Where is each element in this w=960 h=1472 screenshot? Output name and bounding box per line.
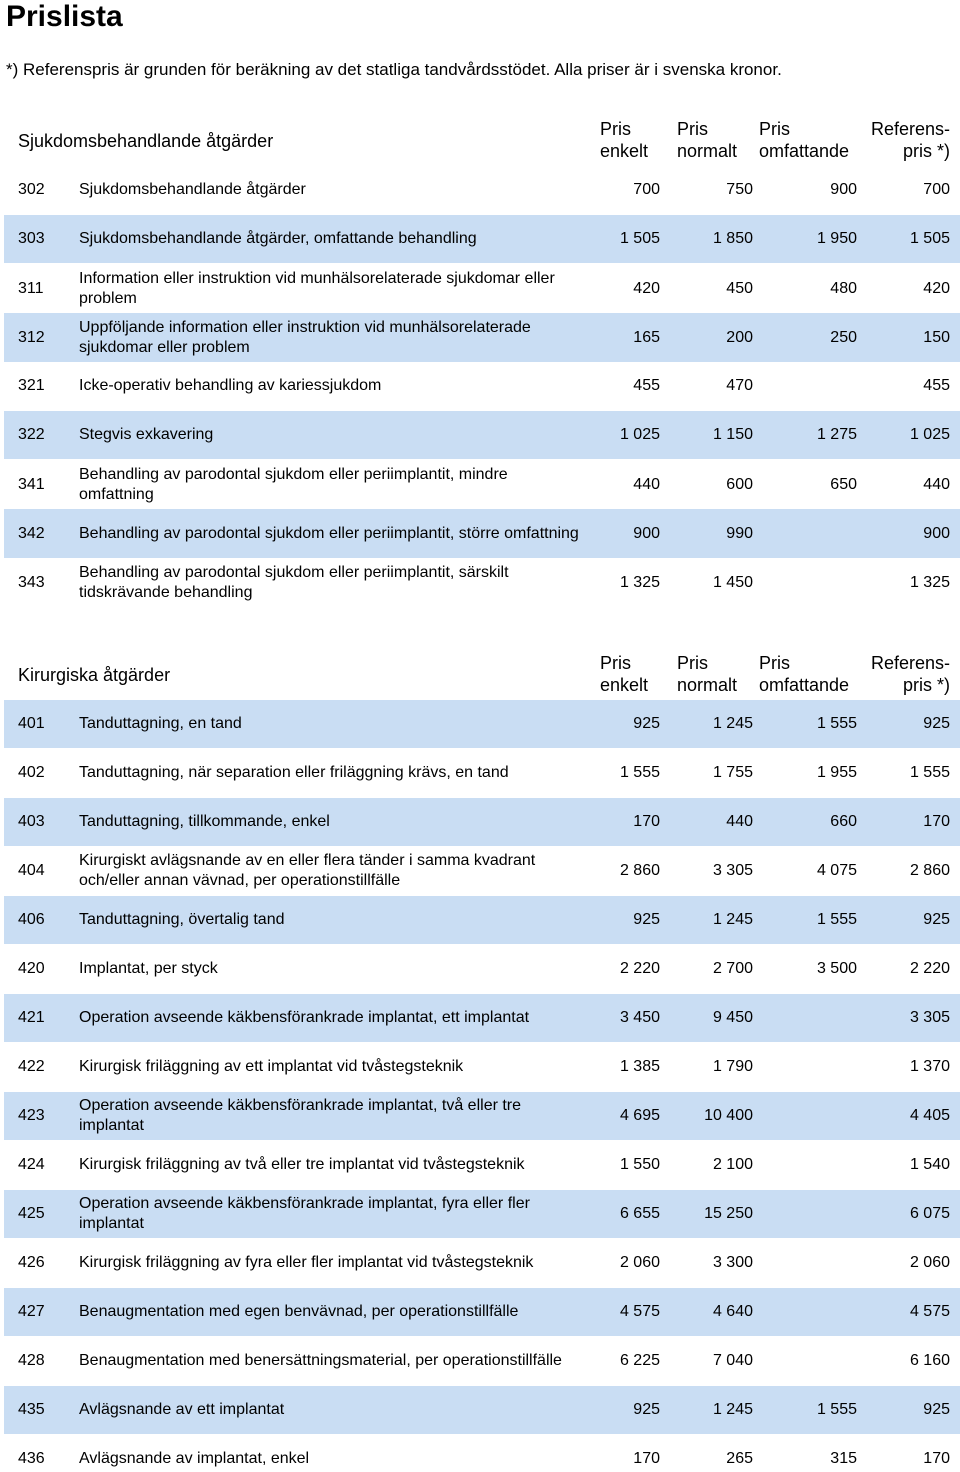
price-normalt: 450: [726, 279, 753, 297]
price-enkelt: 165: [633, 328, 660, 346]
price-omfattande: 1 555: [816, 715, 857, 732]
row-description: Kirurgisk friläggning av ett implantat vid tvåstegsteknik: [79, 1058, 464, 1075]
price-referens: 2 220: [909, 960, 950, 977]
row-code: 427: [18, 1303, 45, 1320]
price-enkelt: 1 550: [619, 1156, 660, 1173]
price-enkelt: 170: [633, 813, 660, 830]
price-referens: 420: [923, 279, 950, 297]
row-code: 321: [18, 377, 45, 394]
table-row: [4, 1288, 960, 1337]
price-normalt: 1 755: [712, 764, 753, 781]
price-referens: 925: [923, 715, 950, 732]
price-normalt: 15 250: [704, 1205, 753, 1222]
price-normalt: 7 040: [712, 1352, 753, 1369]
section-title: Kirurgiska åtgärder: [18, 665, 171, 685]
price-referens: 700: [923, 181, 950, 198]
table-row: [4, 1435, 960, 1472]
column-header-pris-enkelt: Pris enkelt: [600, 119, 649, 161]
price-referens: 1 025: [909, 426, 950, 443]
price-omfattande: 315: [830, 1450, 857, 1467]
row-code: 435: [18, 1401, 45, 1418]
price-normalt: 265: [726, 1450, 753, 1467]
table-row: [4, 166, 960, 215]
price-enkelt: 1 385: [619, 1058, 660, 1075]
price-enkelt: 925: [633, 715, 660, 732]
price-referens: 1 370: [909, 1058, 950, 1075]
table-row: [4, 1190, 960, 1239]
price-omfattande: 900: [830, 181, 857, 198]
row-code: 343: [18, 573, 45, 591]
price-enkelt: 4 695: [619, 1107, 660, 1124]
row-description: Tanduttagning, en tand: [79, 715, 242, 732]
column-header-pris-omfattande: Pris omfattande: [759, 119, 850, 161]
price-omfattande: 1 555: [816, 1401, 857, 1418]
price-normalt: 3 300: [712, 1254, 753, 1271]
price-omfattande: 4 075: [816, 862, 857, 879]
row-code: 425: [18, 1205, 45, 1222]
column-header-pris-omfattande: Pris omfattande: [759, 653, 850, 695]
price-enkelt: 2 860: [619, 862, 660, 879]
section-sjukdomsbehandlande: [0, 110, 960, 607]
reference-price-note: *) Referenspris är grunden för beräkning av det statliga tandvårdsstödet. Alla priser är i svenska kronor.: [6, 60, 782, 79]
row-code: 404: [18, 862, 45, 879]
price-normalt: 4 640: [712, 1303, 753, 1320]
row-code: 303: [18, 230, 45, 247]
table-row: [4, 1239, 960, 1288]
price-omfattande: 250: [830, 328, 857, 346]
row-code: 322: [18, 426, 45, 443]
row-code: 341: [18, 475, 45, 493]
row-description: Operation avseende käkbensförankrade implantat, fyra eller fler implantat: [79, 1195, 530, 1232]
column-header-pris-normalt: Pris normalt: [677, 653, 738, 695]
price-referens: 455: [923, 377, 950, 394]
price-enkelt: 1 505: [619, 230, 660, 247]
page-title: Prislista: [6, 0, 123, 33]
table-row: [4, 215, 960, 264]
table-row: [4, 362, 960, 411]
price-referens: 925: [923, 911, 950, 928]
table-row: [4, 1386, 960, 1435]
row-code: 342: [18, 524, 45, 542]
table-row: [4, 1141, 960, 1190]
table-row: [4, 945, 960, 994]
price-normalt: 1 450: [712, 573, 753, 591]
row-description: Operation avseende käkbensförankrade implantat, två eller tre implantat: [79, 1097, 522, 1134]
section-title: Sjukdomsbehandlande åtgärder: [18, 131, 274, 151]
row-description: Benaugmentation med egen benvävnad, per operationstillfälle: [79, 1303, 519, 1320]
table-row: [4, 1092, 960, 1141]
row-description: Uppföljande information eller instruktion vid munhälsorelaterade sjukdomar eller problem: [79, 318, 531, 356]
row-description: Information eller instruktion vid munhälsorelaterade sjukdomar eller problem: [79, 269, 555, 307]
row-description: Tanduttagning, övertalig tand: [79, 911, 285, 928]
row-code: 311: [18, 279, 44, 297]
row-description: Avlägsnande av ett implantat: [79, 1401, 285, 1418]
column-header-referenspris: Referens- pris *): [870, 119, 950, 161]
price-omfattande: 3 500: [816, 960, 857, 977]
row-code: 424: [18, 1156, 45, 1173]
price-enkelt: 170: [633, 1450, 660, 1467]
price-enkelt: 3 450: [619, 1009, 660, 1026]
price-enkelt: 455: [633, 377, 660, 394]
row-code: 421: [18, 1009, 45, 1026]
price-enkelt: 2 220: [619, 960, 660, 977]
kirurgiska-rows: [0, 700, 960, 1472]
price-normalt: 750: [726, 181, 753, 198]
price-referens: 6 075: [909, 1205, 950, 1222]
price-referens: 1 555: [909, 764, 950, 781]
price-referens: 1 505: [909, 230, 950, 247]
row-code: 436: [18, 1450, 45, 1467]
price-omfattande: 480: [830, 279, 857, 297]
row-description: Kirurgisk friläggning av två eller tre implantat vid tvåstegsteknik: [79, 1156, 525, 1173]
row-code: 403: [18, 813, 45, 830]
table-row: [4, 798, 960, 847]
row-description: Behandling av parodontal sjukdom eller periimplantit, särskilt tidskrävande behandling: [79, 563, 509, 601]
price-referens: 170: [923, 813, 950, 830]
column-header-referenspris: Referens- pris *): [870, 653, 950, 695]
price-enkelt: 6 225: [619, 1352, 660, 1369]
price-referens: 2 860: [909, 862, 950, 879]
price-normalt: 10 400: [704, 1107, 753, 1124]
table-row: [4, 1337, 960, 1386]
row-description: Sjukdomsbehandlande åtgärder, omfattande behandling: [79, 230, 477, 247]
table-row: [4, 994, 960, 1043]
price-enkelt: 925: [633, 1401, 660, 1418]
price-referens: 150: [923, 328, 950, 346]
row-code: 312: [18, 328, 45, 346]
price-referens: 1 540: [909, 1156, 950, 1173]
price-referens: 4 575: [909, 1303, 950, 1320]
row-code: 406: [18, 911, 45, 928]
table-row: [4, 749, 960, 798]
row-description: Avlägsnande av implantat, enkel: [79, 1450, 310, 1467]
price-referens: 3 305: [909, 1009, 950, 1026]
price-referens: 2 060: [909, 1254, 950, 1271]
price-omfattande: 650: [830, 475, 857, 493]
row-code: 428: [18, 1352, 45, 1369]
row-code: 423: [18, 1107, 45, 1124]
table-row: [4, 411, 960, 460]
price-enkelt: 4 575: [619, 1303, 660, 1320]
table-row: [4, 264, 960, 313]
table-row: [4, 558, 960, 607]
price-normalt: 3 305: [712, 862, 753, 879]
column-header-pris-normalt: Pris normalt: [677, 119, 738, 161]
price-normalt: 200: [726, 328, 753, 346]
price-referens: 4 405: [909, 1107, 950, 1124]
price-omfattande: 1 275: [816, 426, 857, 443]
row-description: Operation avseende käkbensförankrade implantat, ett implantat: [79, 1009, 530, 1026]
column-header-pris-enkelt: Pris enkelt: [600, 653, 649, 695]
price-referens: 1 325: [909, 573, 950, 591]
row-description: Benaugmentation med benersättningsmaterial, per operationstillfälle: [79, 1352, 562, 1369]
price-enkelt: 900: [633, 524, 660, 542]
price-enkelt: 700: [633, 181, 660, 198]
price-normalt: 1 850: [712, 230, 753, 247]
table-row: [4, 847, 960, 896]
row-code: 420: [18, 960, 45, 977]
price-normalt: 2 100: [712, 1156, 753, 1173]
price-normalt: 1 245: [712, 911, 753, 928]
price-referens: 900: [923, 524, 950, 542]
price-referens: 170: [923, 1450, 950, 1467]
row-group-311-312: [4, 264, 960, 362]
price-omfattande: 1 950: [816, 230, 857, 247]
price-normalt: 1 790: [712, 1058, 753, 1075]
price-enkelt: 1 555: [619, 764, 660, 781]
row-description: Icke-operativ behandling av kariessjukdom: [79, 377, 382, 394]
row-code: 302: [18, 181, 45, 198]
row-description: Stegvis exkavering: [79, 426, 214, 443]
price-normalt: 1 245: [712, 1401, 753, 1418]
price-omfattande: 660: [830, 813, 857, 830]
table-row: [4, 1043, 960, 1092]
section-header: [0, 110, 960, 160]
price-enkelt: 1 025: [619, 426, 660, 443]
price-enkelt: 440: [633, 475, 660, 493]
price-normalt: 9 450: [712, 1009, 753, 1026]
row-description: Behandling av parodontal sjukdom eller periimplantit, större omfattning: [79, 524, 579, 542]
price-referens: 925: [923, 1401, 950, 1418]
row-description: Tanduttagning, tillkommande, enkel: [79, 813, 330, 830]
price-omfattande: 1 555: [816, 911, 857, 928]
price-normalt: 1 245: [712, 715, 753, 732]
price-enkelt: 6 655: [619, 1205, 660, 1222]
row-code: 402: [18, 764, 45, 781]
price-enkelt: 420: [633, 279, 660, 297]
row-group-341-343: [4, 460, 960, 607]
price-normalt: 440: [726, 813, 753, 830]
price-normalt: 600: [726, 475, 753, 493]
row-code: 422: [18, 1058, 45, 1075]
section-header: [0, 644, 960, 694]
price-enkelt: 2 060: [619, 1254, 660, 1271]
price-referens: 440: [923, 475, 950, 493]
price-enkelt: 925: [633, 911, 660, 928]
price-enkelt: 1 325: [619, 573, 660, 591]
price-normalt: 2 700: [712, 960, 753, 977]
table-row: [4, 509, 960, 558]
price-normalt: 470: [726, 377, 753, 394]
row-code: 426: [18, 1254, 45, 1271]
price-normalt: 990: [726, 524, 753, 542]
row-description: Kirurgisk friläggning av fyra eller fler implantat vid tvåstegsteknik: [79, 1254, 534, 1271]
price-referens: 6 160: [909, 1352, 950, 1369]
row-description: Sjukdomsbehandlande åtgärder: [79, 181, 306, 198]
section-kirurgiska: [0, 644, 960, 1472]
row-description: Kirurgiskt avlägsnande av en eller flera tänder i samma kvadrant och/eller annan vävnad, per operationstillfälle: [79, 852, 536, 889]
table-row: [4, 313, 960, 362]
table-row: [4, 700, 960, 749]
table-row: [4, 460, 960, 509]
row-description: Tanduttagning, när separation eller friläggning krävs, en tand: [79, 764, 509, 781]
row-description: Behandling av parodontal sjukdom eller periimplantit, mindre omfattning: [79, 465, 508, 503]
row-code: 401: [18, 715, 45, 732]
price-omfattande: 1 955: [816, 764, 857, 781]
row-description: Implantat, per styck: [79, 960, 218, 977]
table-row: [4, 896, 960, 945]
price-normalt: 1 150: [712, 426, 753, 443]
